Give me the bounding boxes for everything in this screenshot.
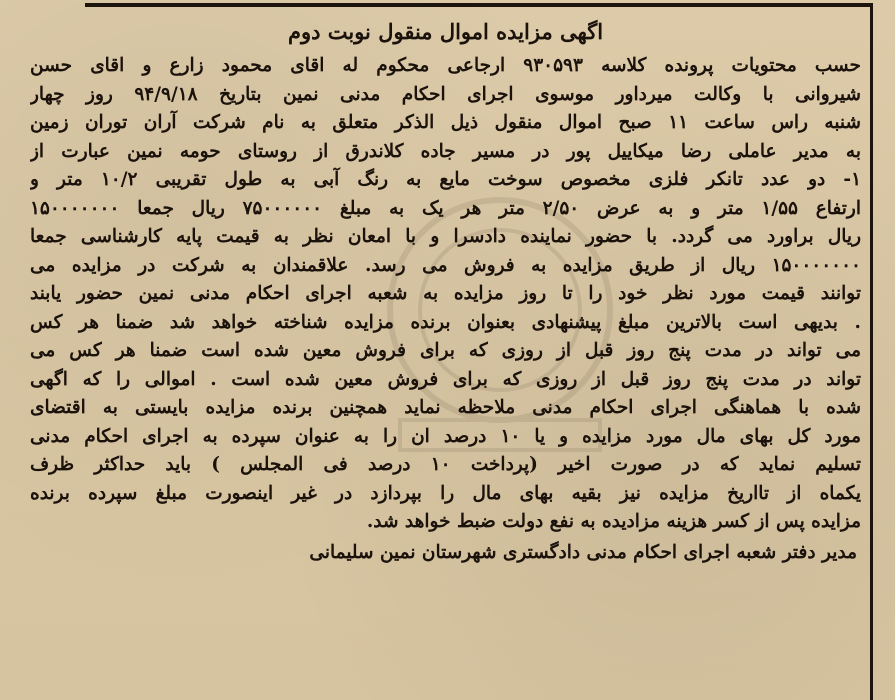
notice-line: شنبه راس ساعت ۱۱ صبح اموال منقول ذیل الذکر متعلق به نام شرکت آران توران زمین xyxy=(30,112,861,133)
notice-line: توانند قیمت مورد نظر خود را تا روز مزایده به شعبه اجرای احکام مدنی نمین حضور یابند xyxy=(30,283,861,304)
notice-body xyxy=(30,18,861,567)
notice-line: مورد کل بهای مال مورد مزایده و یا ۱۰ درصد ان را به عنوان سپرده به اجرای احکام مدنی xyxy=(30,425,861,447)
notice-line: شده با هماهنگی اجرای احکام مدنی ملاحظه نماید همچنین برنده مزایده بایستی به اقتضای xyxy=(30,397,861,418)
notice-line: ریال براورد می گردد. با حضور نماینده دادسرا و با امعان نظر به قیمت پایه کارشناسی جمعا xyxy=(30,226,861,247)
top-border-rule xyxy=(85,3,873,7)
notice-line: ۱۵۰۰۰۰۰۰۰ ریال از طریق مزایده به فروش می رسد. علاقمندان به شرکت در مزایده می xyxy=(30,254,861,276)
notice-line: حسب محتویات پرونده کلاسه ۹۳۰۵۹۳ ارجاعی محکوم له اقای محمود زارع و اقای حسن xyxy=(30,55,861,76)
notice-title: اگهی مزایده اموال منقول نوبت دوم xyxy=(287,19,604,44)
notice-line: ارتفاع ۱/۵۵ متر و به عرض ۲/۵۰ متر هر یک به مبلغ ۷۵۰۰۰۰۰۰ ریال جمعا ۱۵۰۰۰۰۰۰۰ xyxy=(30,197,861,219)
notice-line: ۱- دو عدد تانکر فلزی مخصوص سوخت مایع به رنگ آبی به طول تقریبی ۱۰/۲ متر و xyxy=(30,169,861,190)
notice-line: تواند در مدت پنج روز قبل از روزی که برای فروش معین شده است . اموالی را که اگهی xyxy=(30,368,861,390)
notice-line: تسلیم نماید که در صورت اخیر (پرداخت ۱۰ درصد فی المجلس ) باید حداکثر ظرف xyxy=(30,454,861,475)
notice-line: به مدیر عاملی رضا میکاییل پور در مسیر جاده کلاندرق از روستای حومه نمین عبارت از xyxy=(30,140,861,162)
notice-signature: مدیر دفتر شعبه اجرای احکام مدنی دادگستری شهرستان نمین سلیمانی xyxy=(309,541,857,563)
notice-line: یکماه از تااریخ مزایده نیز بقیه بهای مال را بپردازد در غیر اینصورت مبلغ سپرده برنده xyxy=(30,482,861,504)
notice-line: . بدیهی است بالاترین مبلغ پیشنهادی بعنوان برنده مزایده شناخته خواهد شد ضمنا هر کس xyxy=(30,311,861,333)
right-border-rule xyxy=(870,3,873,700)
notice-line: مزایده پس از کسر هزینه مزادیده به نفع دولت ضبط خواهد شد. xyxy=(366,511,861,532)
notice-line: شیروانی با وکالت میرداور موسوی اجرای احکام مدنی نمین بتاریخ ۹۴/۹/۱۸ روز چهار xyxy=(30,83,861,105)
notice-line: می تواند در مدت پنج روز قبل از روزی که برای فروش معین شده است ضمنا هر کس می xyxy=(30,340,861,361)
